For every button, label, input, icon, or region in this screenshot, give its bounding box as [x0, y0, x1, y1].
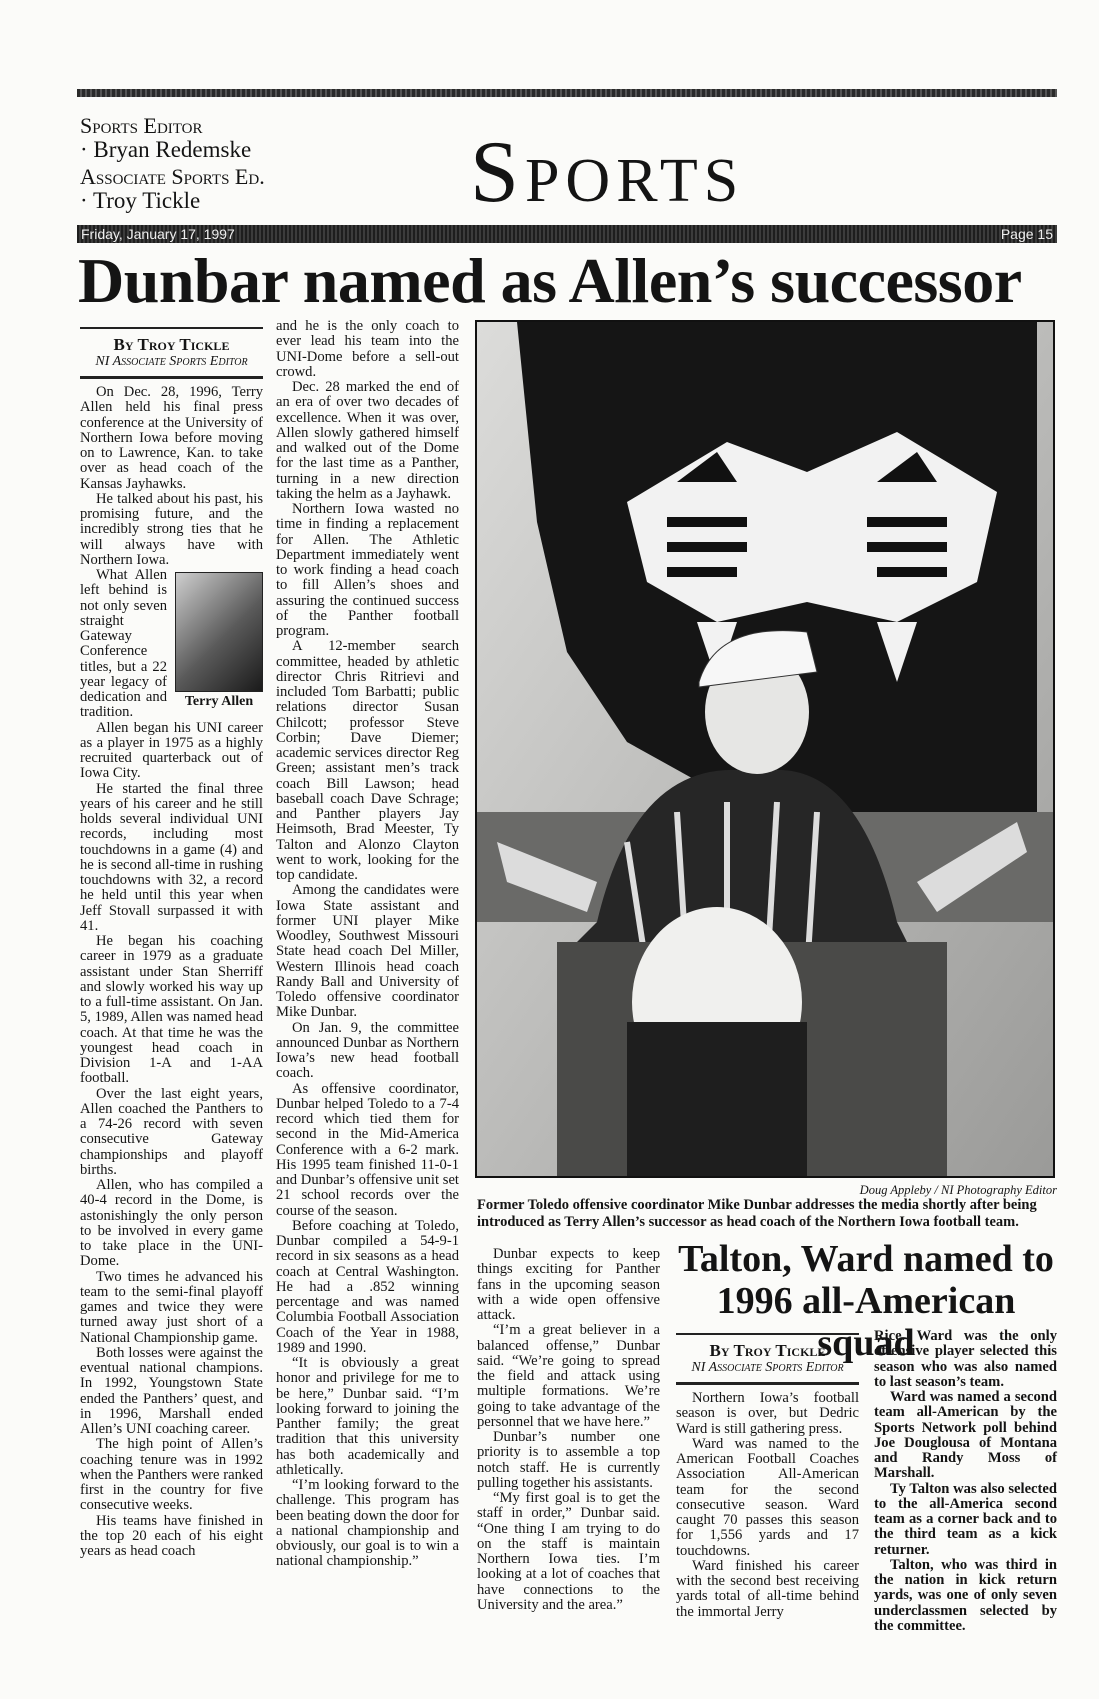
byline: [80, 327, 263, 379]
editor-credits: [80, 114, 265, 213]
page-number: Page 15: [1000, 226, 1053, 242]
paragraph: Northern Iowa’s football season is over, but Dedric Ward is still gathering press.: [676, 1390, 859, 1437]
paragraph: His teams have finished in the top 20 each of his eight years as head coach: [80, 1512, 263, 1559]
paragraph: [80, 568, 263, 721]
paragraph: A 12-member search committee, headed by athletic director Chris Ritrievi and included Tom Barbatti; public relations director Susan Chilcott; professor Steve Corbin; Dave Diemer; academic services director Reg Green; assistant men’s track coach Bill Lawson; head baseball coach Dave Schrage; and Panther players Jay Heimsoth, Brad Meester, Ty Talton and Alonzo Clayton went to work, looking for the top candidate.: [276, 638, 459, 883]
paragraph: Among the candidates were Iowa State assistant and former UNI player Mike Woodley, Southwest Missouri State head coach Del Miller, Western Illinois head coach Randy Ball and University of Toledo offensive coordinator Mike Dunbar.: [276, 882, 459, 1021]
associate-editor-label: Associate Sports Ed.: [80, 164, 265, 189]
paragraph: On Dec. 28, 1996, Terry Allen held his final press conference at the University of Northern Iowa before moving on to Lawrence, Kan. to take over as head coach of the Kansas Jayhawks.: [80, 384, 263, 492]
paragraph: Dunbar expects to keep things exciting for Panther fans in the upcoming season with a wide open offensive attack.: [477, 1246, 660, 1323]
paragraph: Ward finished his career with the second best receiving yards total of all-time behind the immortal Jerry: [676, 1557, 859, 1620]
masthead-rule: [77, 89, 1057, 97]
byline-title: NI Associate Sports Editor: [691, 1360, 844, 1375]
main-headline: Dunbar named as Allen’s successor: [78, 245, 1022, 316]
sports-editor-label: Sports Editor: [80, 113, 203, 138]
paragraph: “My first goal is to get the staff in order,” Dunbar said. “One thing I am trying to do on the staff is maintain Northern Iowa ties. I’m looking at a lot of coaches that have connections to the University and the area.”: [477, 1490, 660, 1613]
photo-credit: Doug Appleby / NI Photography Editor: [859, 1183, 1057, 1197]
paragraph: “I’m looking forward to the challenge. This program has been beating down the door for a national championship and obviously, our goal is to win a national championship.”: [276, 1477, 459, 1570]
main-story-column-1: [80, 327, 263, 1559]
paragraph: “It is obviously a great honor and privilege for me to be here,” Dunbar said. “I’m looking forward to joining the Panther family; the great tradition that this university has both academically and athletically.: [276, 1355, 459, 1478]
byline-author: By Troy Tickle: [709, 1341, 826, 1360]
paragraph: and he is the only coach to ever lead his team into the UNI-Dome before a sell-out crowd.: [276, 318, 459, 380]
second-story-column-1: [676, 1333, 859, 1620]
paragraph: He talked about his past, his promising future, and the incredibly strong ties that he will always have with Northern Iowa.: [80, 490, 263, 568]
byline: [676, 1333, 859, 1385]
paragraph: The high point of Allen’s coaching tenure was in 1992 when the Panthers were ranked first in the country for five consecutive weeks.: [80, 1436, 263, 1514]
paragraph: Talton, who was third in the nation in kick return yards, was one of only seven underclassmen selected by the committee.: [874, 1556, 1057, 1634]
paragraph-text: What Allen left behind is not only seven straight Gateway Conference titles, but a 22 year legacy of dedication and tradition.: [80, 567, 167, 721]
paragraph: Allen began his UNI career as a player in 1975 as a highly recruited quarterback out of Iowa City.: [80, 719, 263, 782]
paragraph: Dunbar’s number one priority is to assemble a top notch staff. He is currently pulling together his assistants.: [477, 1429, 660, 1491]
sports-editor-name: · Bryan Redemske: [80, 137, 252, 162]
paragraph: Both losses were against the eventual national champions. In 1992, Youngstown State ended the Panthers’ quest, and in 1996, Marshall ended Allen’s UNI coaching career.: [80, 1344, 263, 1437]
paragraph: On Jan. 9, the committee announced Dunbar as Northern Iowa’s new head football coach.: [276, 1019, 459, 1082]
issue-date: Friday, January 17, 1997: [81, 226, 235, 242]
section-title: Sports: [470, 124, 745, 221]
paragraph: “I’m a great believer in a balanced offense,” Dunbar said. “We’re going to spread the field and attack using multiple formations. We’re going to take advantage of the personnel that we have here.”: [477, 1322, 660, 1430]
terry-allen-inset-photo: [175, 572, 263, 709]
main-photo-dunbar: [475, 320, 1055, 1178]
second-story-column-2: [874, 1329, 1057, 1634]
byline-author: By Troy Tickle: [113, 335, 230, 354]
paragraph: Northern Iowa wasted no time in finding a replacement for Allen. The Athletic Department immediately went to work finding a head coach to fill Allen’s shoes and assuring the continued success of the Panther football program.: [276, 501, 459, 639]
paragraph: Ty Talton was also selected to the all-America second team as a corner back and to the third team as a kick returner.: [874, 1480, 1057, 1558]
byline-title: NI Associate Sports Editor: [95, 354, 248, 369]
paragraph: Dec. 28 marked the end of an era of over two decades of excellence. When it was over, Allen slowly gathered himself and walked out of the Dome for the last time as a Panther, turning in a new direction taking the helm as a Jayhawk.: [276, 379, 459, 502]
photo-caption: Former Toledo offensive coordinator Mike Dunbar addresses the media shortly after being introduced as Terry Allen’s successor as head coach of the Northern Iowa football team.: [477, 1197, 1037, 1230]
main-story-column-3: [477, 1247, 660, 1613]
second-headline: Talton, Ward named to 1996 all-American squad: [678, 1238, 1054, 1364]
paragraph: As offensive coordinator, Dunbar helped Toledo to a 7-4 record which tied them for second in the Mid-America Conference with a 6-2 mark. His 1995 team finished 11-0-1 and Dunbar’s offensive unit set 21 school records over the course of the season.: [276, 1080, 459, 1219]
paragraph: Over the last eight years, Allen coached the Panthers to a 74-26 record with seven consecutive Gateway championships and playoff births.: [80, 1085, 263, 1178]
paragraph: Rice. Ward was the only offensive player selected this season who was also named to last season’s team.: [874, 1328, 1057, 1390]
paragraph: He began his coaching career in 1979 as a graduate assistant under Stan Sherriff and slowly worked his way up to a full-time assistant. On Jan. 5, 1989, Allen was named head coach. At that time he was the youngest head coach in Division 1-A and 1-AA football.: [80, 933, 263, 1087]
paragraph: He started the final three years of his career and he still holds several individual UNI records, including most touchdowns in a game (4) and he is second all-time in rushing touchdowns with 32, a record he held until this year when Jeff Stovall surpassed it with 41.: [80, 780, 263, 934]
paragraph: Ward was named a second team all-American by the Sports Network poll behind Joe Douglousa of Montana and Randy Moss of Marshall.: [874, 1389, 1057, 1482]
date-bar: [77, 225, 1057, 243]
terry-allen-photo: [175, 572, 263, 692]
press-conference-photo: [477, 322, 1055, 1178]
paragraph: Two times he advanced his team to the semi-final playoff games and twice they were turned away just short of a National Championship game.: [80, 1268, 263, 1346]
paragraph: Allen, who has compiled a 40-4 record in the Dome, is astonishingly the only person to be involved in every game to take place in the UNI-Dome.: [80, 1177, 263, 1270]
paragraph: Ward was named to the American Football Coaches Association All-American team for the second consecutive season. Ward caught 70 passes this season for 1,556 yards and 17 touchdowns.: [676, 1435, 859, 1559]
associate-editor-name: · Troy Tickle: [80, 188, 201, 213]
main-story-column-2: [276, 319, 459, 1570]
inset-caption: Terry Allen: [184, 694, 254, 709]
paragraph: Before coaching at Toledo, Dunbar compiled a 54-9-1 record in six seasons as a head coach at Central Washington. He had a .852 winning percentage and was named Columbia Football Association Coach of the Year in 1988, 1989 and 1990.: [276, 1217, 459, 1356]
